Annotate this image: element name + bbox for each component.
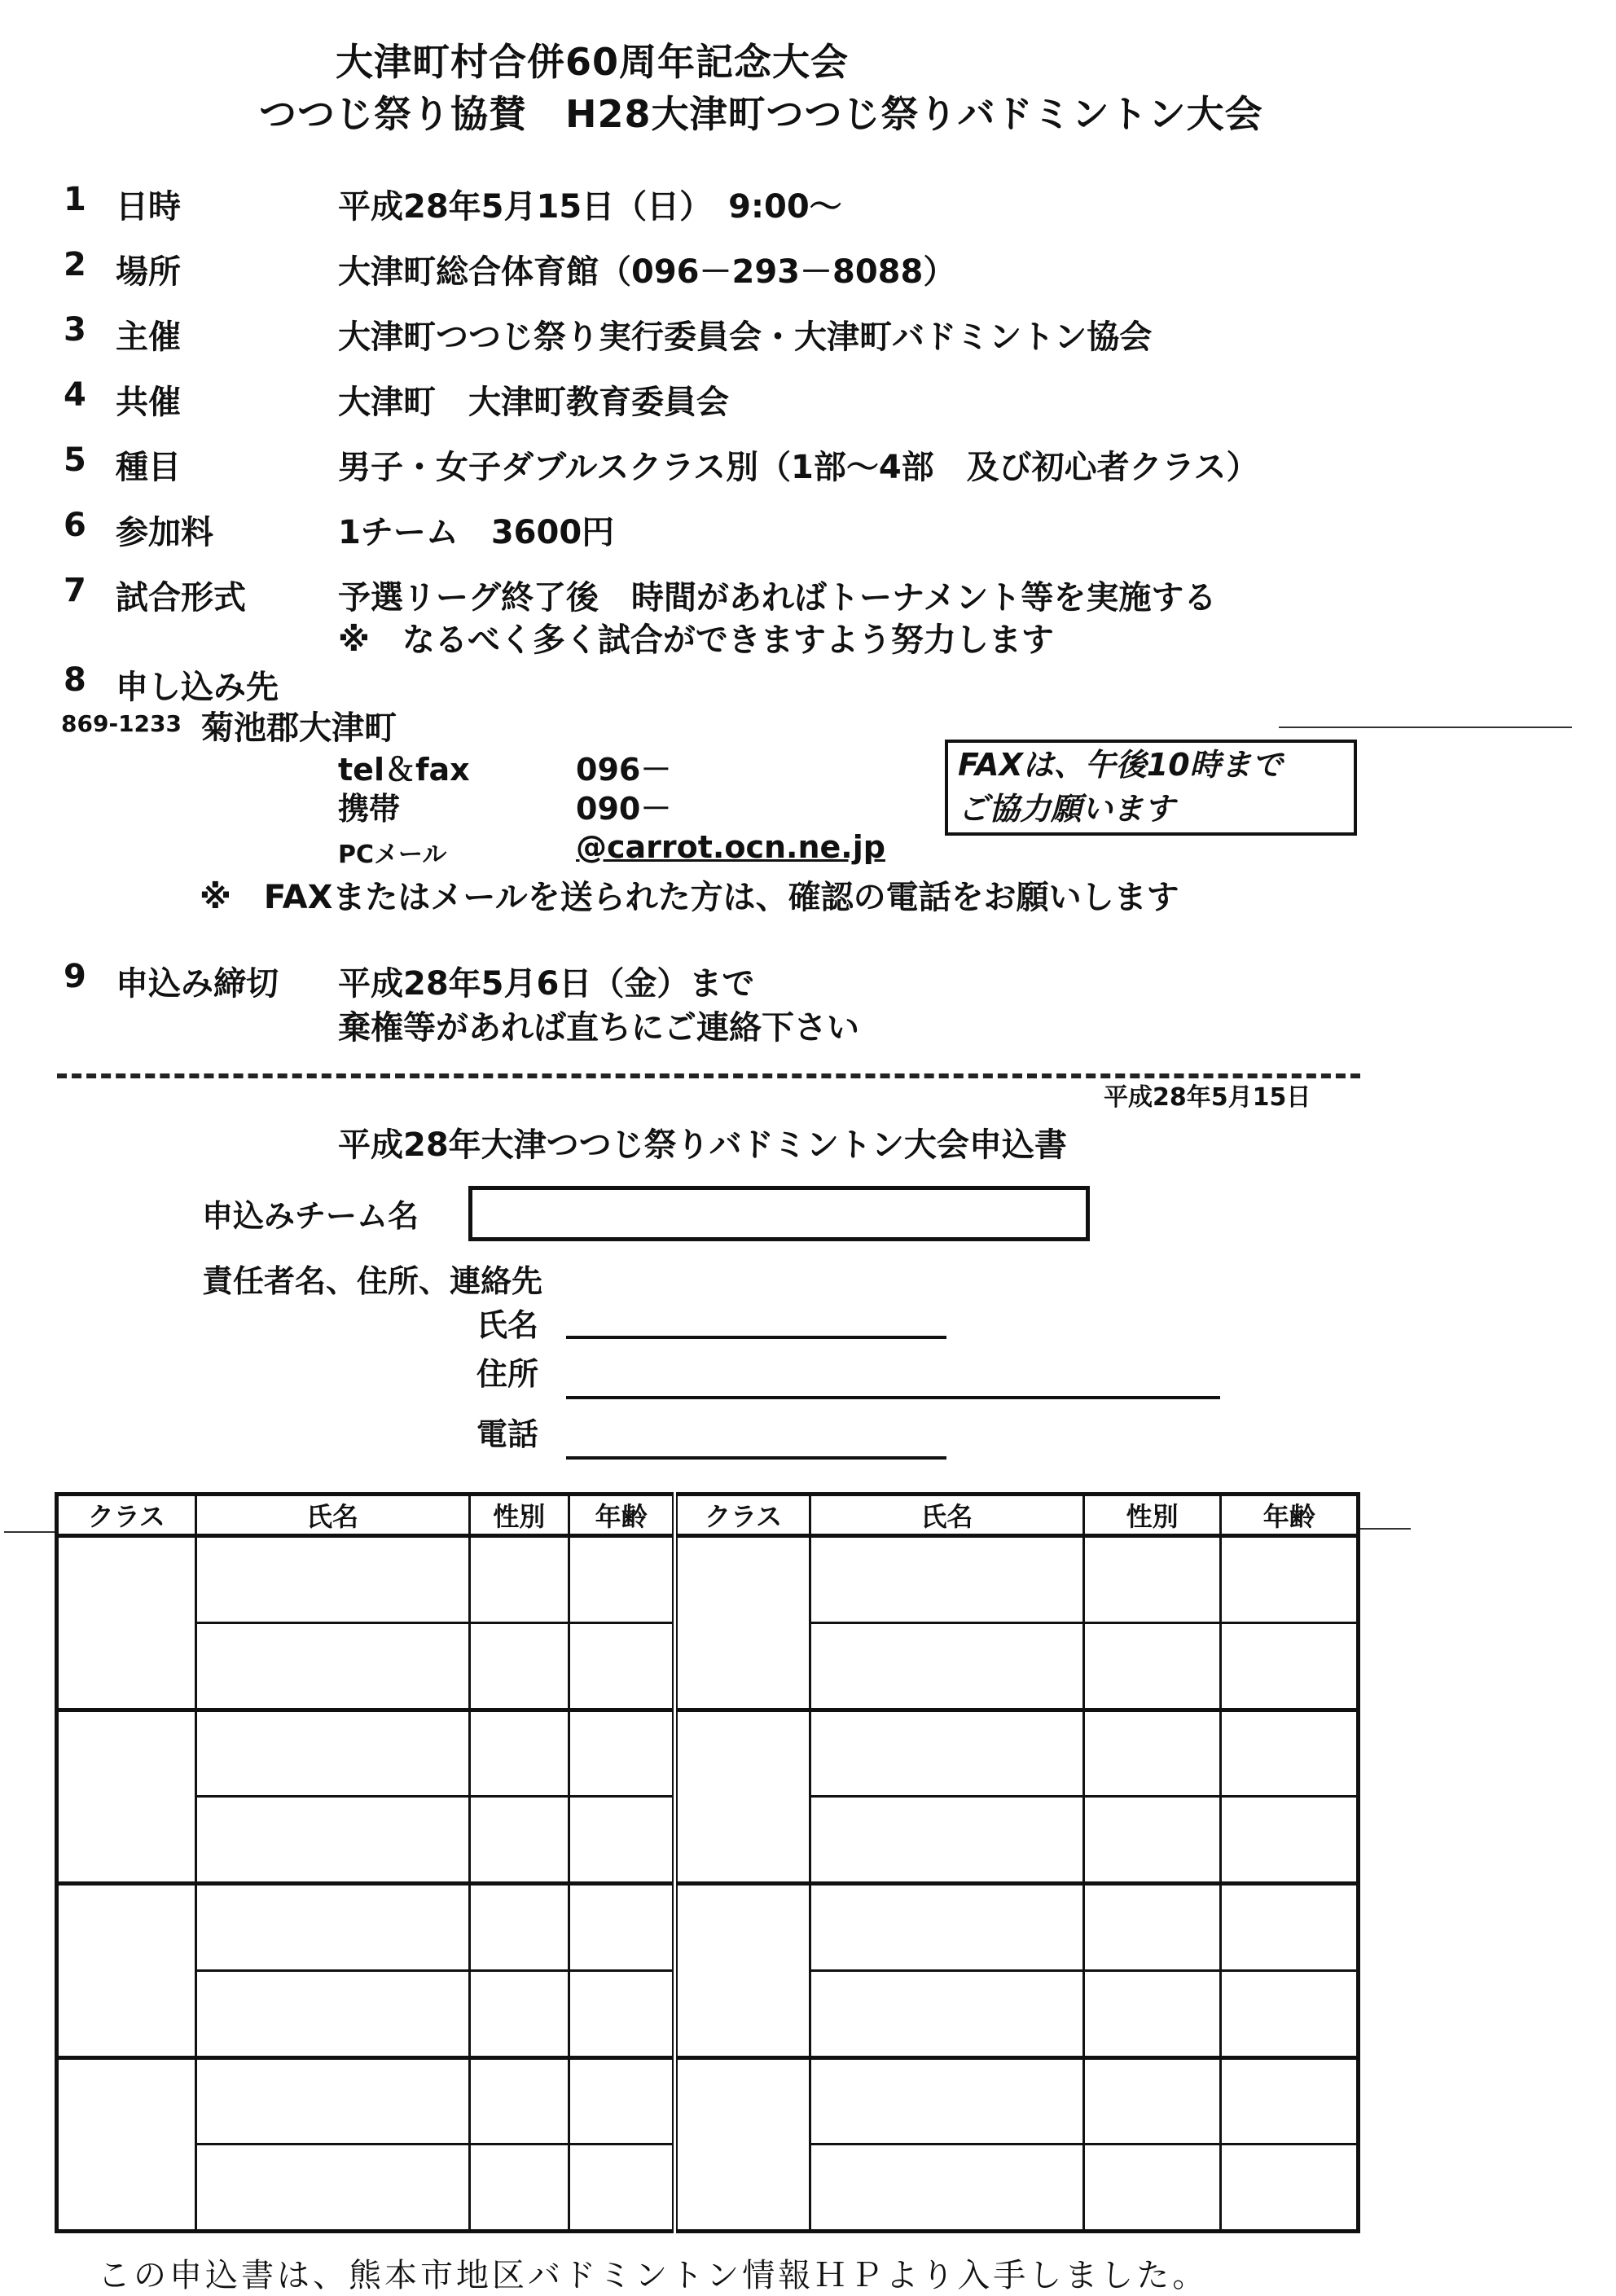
age-cell[interactable] [569,2057,674,2145]
phone-field[interactable] [566,1456,946,1460]
item-note: ※ なるべく多く試合ができますよう努力します [338,621,1054,659]
name-cell[interactable] [810,1797,1083,1884]
item-label: 参加料 [116,514,213,551]
item-number: 4 [64,376,86,414]
item-label: 場所 [116,253,181,291]
fax-hours-note [945,740,1357,836]
name-cell[interactable] [195,2057,469,2145]
age-cell[interactable] [1221,1970,1359,2057]
gender-cell[interactable] [1083,2057,1221,2145]
age-cell[interactable] [569,1536,674,1623]
pcmail-label: PCメール [338,841,447,869]
name-cell[interactable] [810,1970,1083,2057]
class-cell[interactable] [57,1884,196,2058]
phone-label: 電話 [476,1416,539,1452]
age-cell[interactable] [569,1622,674,1710]
header-class: クラス [57,1495,196,1536]
fax-note-line-2: ご協力願います [958,791,1175,827]
name-cell[interactable] [195,1622,469,1710]
gender-cell[interactable] [1083,1536,1221,1623]
table-row [57,1884,1359,1971]
item-label: 申し込み先 [116,669,279,706]
item-label: 主催 [116,318,181,356]
header-name: 氏名 [810,1495,1083,1536]
gender-cell[interactable] [1083,1622,1221,1710]
name-cell[interactable] [195,1970,469,2057]
age-cell[interactable] [1221,1536,1359,1623]
name-cell[interactable] [810,1622,1083,1710]
item-number: 9 [64,958,86,995]
age-cell[interactable] [1221,1884,1359,1971]
name-cell[interactable] [195,1536,469,1623]
responsible-label: 責任者名、住所、連絡先 [202,1263,543,1299]
name-cell[interactable] [810,2057,1083,2145]
age-cell[interactable] [569,1797,674,1884]
confirm-call-note: ※ FAXまたはメールを送られた方は、確認の電話をお願いします [200,879,1179,916]
item-number: 6 [64,507,86,544]
table-header-row [57,1495,1359,1536]
class-cell[interactable] [57,1536,196,1710]
class-cell[interactable] [57,1710,196,1884]
name-cell[interactable] [195,1710,469,1797]
gender-cell[interactable] [1083,1970,1221,2057]
gender-cell[interactable] [1083,1710,1221,1797]
item-note: 棄権等があれば直ちにご連絡下さい [338,1009,859,1047]
item-number: 5 [64,441,86,479]
class-cell[interactable] [675,2057,810,2232]
address-label: 住所 [476,1356,539,1392]
footer-note: この申込書は、熊本市地区バドミントン情報ＨＰより入手しました。 [98,2257,1209,2294]
team-name-label: 申込みチーム名 [202,1198,419,1234]
gender-cell[interactable] [469,2057,569,2145]
scan-artifact-line [1360,1528,1411,1530]
gender-cell[interactable] [1083,2145,1221,2232]
mobile-value: 090－ [576,791,672,827]
age-cell[interactable] [1221,2145,1359,2232]
form-date: 平成28年5月15日 [1104,1083,1311,1112]
age-cell[interactable] [569,1970,674,2057]
item-label: 共催 [116,384,181,421]
class-cell[interactable] [675,1536,810,1710]
gender-cell[interactable] [469,1970,569,2057]
item-label: 試合形式 [116,579,246,617]
header-name: 氏名 [195,1495,469,1536]
header-gender: 性別 [1083,1495,1221,1536]
item-value: 大津町総合体育館（096－293－8088） [338,253,956,291]
gender-cell[interactable] [469,1536,569,1623]
item-label: 日時 [116,188,181,226]
name-label: 氏名 [476,1307,539,1343]
item-label: 種目 [116,449,181,486]
gender-cell[interactable] [1083,1884,1221,1971]
gender-cell[interactable] [469,2145,569,2232]
title-line-1: 大津町村合併60周年記念大会 [336,40,850,84]
mobile-label: 携帯 [338,791,401,827]
age-cell[interactable] [1221,1797,1359,1884]
telfax-label: tel＆fax [338,752,470,788]
age-cell[interactable] [569,1710,674,1797]
item-number: 2 [64,246,86,283]
fax-note-line-1: FAXは、午後10時まで [958,747,1283,783]
header-age: 年齢 [1221,1495,1359,1536]
gender-cell[interactable] [469,1797,569,1884]
gender-cell[interactable] [469,1622,569,1710]
pcmail-value: @carrot.ocn.ne.jp [576,829,885,865]
age-cell[interactable] [1221,2057,1359,2145]
age-cell[interactable] [569,2145,674,2232]
age-cell[interactable] [569,1884,674,1971]
name-cell[interactable] [195,1797,469,1884]
item-value: 大津町 大津町教育委員会 [338,384,729,421]
item-value: 男子・女子ダブルスクラス別（1部～4部 及び初心者クラス） [338,449,1259,486]
name-cell[interactable] [195,1884,469,1971]
name-cell[interactable] [810,1536,1083,1623]
postal-code: 869-1233 [61,710,182,737]
contact-address: 菊池郡大津町 [201,709,397,747]
item-number: 8 [64,661,86,699]
item-value: 1チーム 3600円 [338,514,615,551]
item-value: 平成28年5月15日（日） 9:00～ [338,188,842,226]
name-cell[interactable] [195,2145,469,2232]
form-title: 平成28年大津つつじ祭りバドミントン大会申込書 [338,1126,1067,1164]
name-cell[interactable] [810,1884,1083,1971]
table-row [57,1536,1359,1623]
age-cell[interactable] [1221,1622,1359,1710]
name-cell[interactable] [810,1710,1083,1797]
item-value: 平成28年5月6日（金）まで [338,965,755,1003]
name-cell[interactable] [810,2145,1083,2232]
entry-table [55,1492,1360,2233]
team-name-field[interactable] [468,1186,1090,1241]
name-field[interactable] [566,1336,946,1339]
gender-cell[interactable] [469,1884,569,1971]
telfax-value: 096－ [576,752,672,788]
item-value: 予選リーグ終了後 時間があればトーナメント等を実施する [338,579,1217,617]
title-line-2: つつじ祭り協賛 H28大津町つつじ祭りバドミントン大会 [259,92,1263,136]
gender-cell[interactable] [1083,1797,1221,1884]
address-field[interactable] [566,1396,1220,1399]
table-row [57,2057,1359,2145]
item-number: 1 [64,181,86,218]
gender-cell[interactable] [469,1710,569,1797]
class-cell[interactable] [57,2057,196,2232]
header-gender: 性別 [469,1495,569,1536]
header-age: 年齢 [569,1495,674,1536]
class-cell[interactable] [675,1884,810,2058]
item-number: 3 [64,311,86,349]
scan-artifact-line [4,1531,55,1533]
header-class: クラス [675,1495,810,1536]
class-cell[interactable] [675,1710,810,1884]
item-number: 7 [64,572,86,609]
item-value: 大津町つつじ祭り実行委員会・大津町バドミントン協会 [338,318,1153,356]
item-label: 申込み締切 [116,965,279,1003]
table-row [57,1710,1359,1797]
age-cell[interactable] [1221,1710,1359,1797]
scan-artifact-line [1279,727,1572,728]
